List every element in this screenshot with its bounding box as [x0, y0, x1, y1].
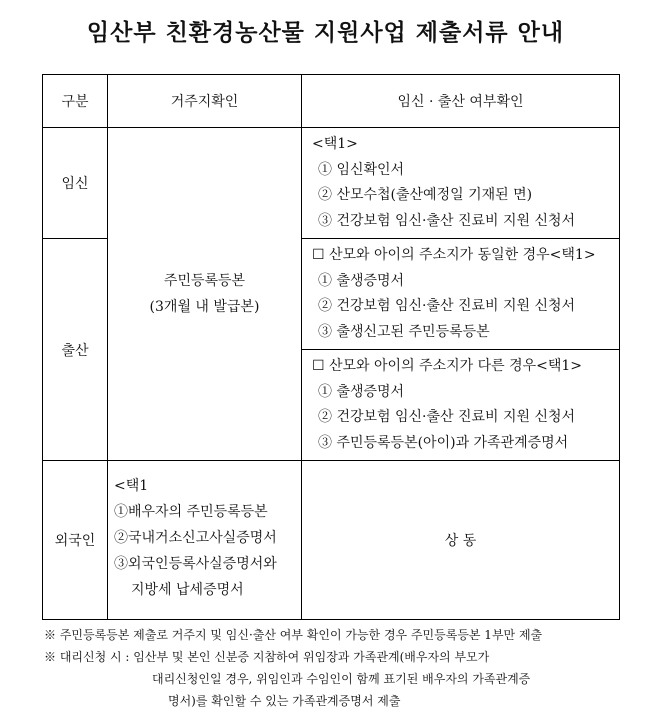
- header-pregnancy-birth: 임신 · 출산 여부확인: [302, 75, 620, 128]
- table-header-row: [43, 75, 620, 128]
- choose-one-label: <택1>: [312, 136, 358, 152]
- list-item: ③ 주민등록등본(아이)과 가족관계증명서: [318, 434, 569, 451]
- table-row-pregnancy: [43, 128, 620, 239]
- residence-cell: [108, 128, 302, 461]
- list-item: ② 건강보험 임신·출산 진료비 지원 신청서: [318, 409, 576, 425]
- list-item: ③ 출생신고된 주민등록등본: [318, 323, 490, 340]
- birth-same-address-docs: [302, 239, 620, 350]
- footnote-2-continued: 명서)를 확인할 수 있는 가족관계증명서 제출: [168, 694, 401, 708]
- header-residence: 거주지확인: [108, 75, 302, 128]
- footnotes: [44, 624, 634, 712]
- list-item-continuation: 지방세 납세증명서: [131, 582, 244, 598]
- birth-diff-address-docs: [302, 350, 620, 461]
- list-item: ② 건강보험 임신·출산 진료비 지원 신청서: [318, 298, 576, 314]
- footnote-2-continued: 대리신청인일 경우, 위임인과 수임인이 함께 표기된 배우자의 가족관계증: [152, 672, 531, 686]
- foreigner-residence-docs: [108, 461, 302, 620]
- list-item: ③ 건강보험 임신·출산 진료비 지원 신청서: [318, 212, 576, 229]
- foreigner-same-as-above: 상 동: [302, 461, 620, 620]
- list-item: ① 임신확인서: [318, 161, 405, 178]
- list-item: ① 출생증명서: [318, 383, 405, 400]
- page-title: 임산부 친환경농산물 지원사업 제출서류 안내: [86, 20, 565, 46]
- table-row-foreigner: [43, 461, 620, 620]
- residence-note: (3개월 내 발급본): [149, 299, 260, 315]
- list-item: ① 출생증명서: [318, 272, 405, 289]
- same-address-heading: ☐ 산모와 아이의 주소지가 동일한 경우<택1>: [312, 247, 596, 263]
- list-item: ①배우자의 주민등록등본: [114, 504, 268, 520]
- residence-doc: 주민등록등본: [163, 273, 246, 289]
- category-birth: 출산: [43, 239, 108, 461]
- list-item: ③외국인등록사실증명서와: [114, 556, 277, 572]
- choose-one-label: <택1: [114, 478, 149, 494]
- category-pregnancy: 임신: [43, 128, 108, 239]
- footnote-2: ※ 대리신청 시 : 임산부 및 본인 신분증 지참하여 위임장과 가족관계(배우자의 부모가: [44, 650, 490, 664]
- documents-table: [42, 74, 620, 620]
- list-item: ②국내거소신고사실증명서: [114, 530, 277, 546]
- pregnancy-docs: [302, 128, 620, 239]
- footnote-1: ※ 주민등록등본 제출로 거주지 및 임신·출산 여부 확인이 가능한 경우 주민등록등본 1부만 제출: [44, 628, 543, 642]
- diff-address-heading: ☐ 산모와 아이의 주소지가 다른 경우<택1>: [312, 358, 583, 374]
- header-category: 구분: [43, 75, 108, 128]
- category-foreigner: 외국인: [43, 461, 108, 620]
- list-item: ② 산모수첩(출산예정일 기재된 면): [318, 187, 533, 203]
